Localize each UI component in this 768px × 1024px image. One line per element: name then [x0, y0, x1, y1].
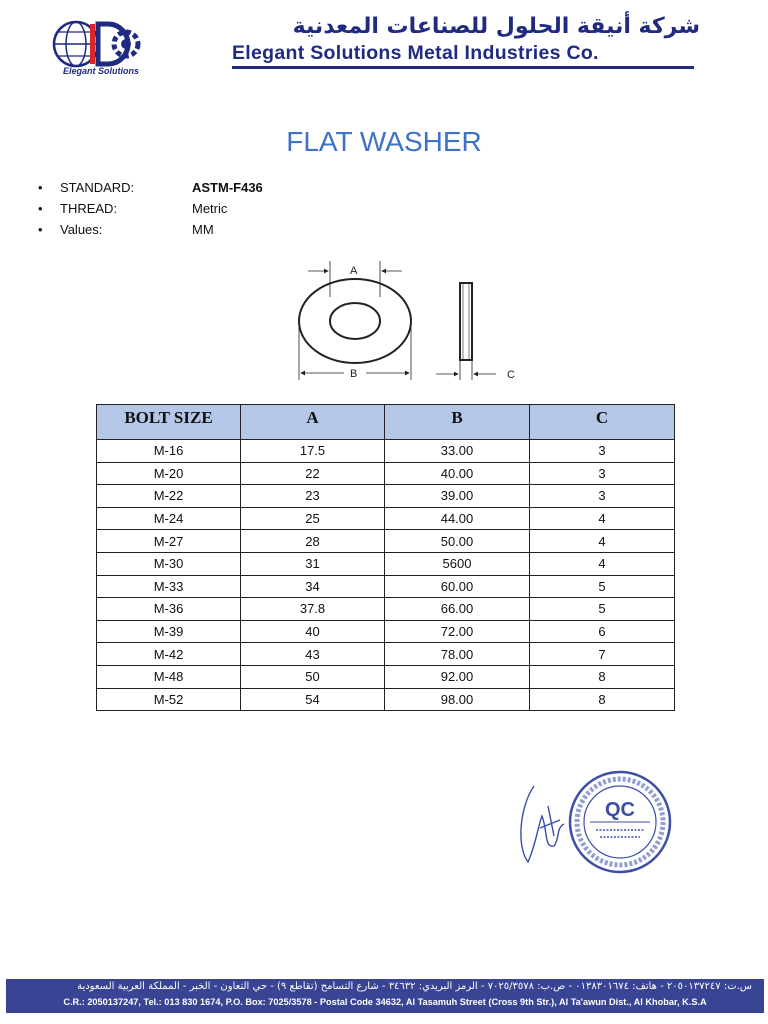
table-cell: 37.8 [241, 598, 385, 621]
table-cell: 4 [530, 552, 675, 575]
bullet-icon: • [38, 201, 43, 216]
company-name-english: Elegant Solutions Metal Industries Co. [232, 42, 599, 64]
table-cell: M-20 [97, 462, 241, 485]
page-title: FLAT WASHER [286, 126, 482, 157]
table-row [97, 462, 675, 485]
footer-address-arabic: س.ت: ٢٠٥٠١٣٧٢٤٧ - هاتف: ٠١٣٨٣٠١٦٧٤ - ص.ب: ٧٠٢٥/٣٥٧٨ - الرمز البريدي: ٣٤٦٣٢ - شارع التسامح (تقاطع ٩) - حي التعاون - الخبر - المملكة العربية السعودية [77, 981, 752, 992]
table-cell: M-33 [97, 575, 241, 598]
table-cell: 34 [241, 575, 385, 598]
washer-diagram [280, 255, 540, 385]
dimension-label-b: B [350, 368, 358, 380]
spec-item-thread [38, 201, 438, 222]
column-header-c: C [530, 405, 675, 440]
washer-dimensions-table [96, 404, 675, 711]
company-name-arabic: شركة أنيقة الحلول للصناعات المعدنية [292, 14, 700, 39]
table-row [97, 507, 675, 530]
table-cell: M-22 [97, 485, 241, 508]
table-row [97, 688, 675, 711]
table-row [97, 665, 675, 688]
table-cell: 5600 [385, 552, 530, 575]
table-cell: 25 [241, 507, 385, 530]
qc-stamp [514, 766, 674, 878]
column-header-b: B [385, 405, 530, 440]
table-row [97, 643, 675, 666]
spec-value: MM [192, 222, 214, 237]
table-cell: M-30 [97, 552, 241, 575]
table-cell: 92.00 [385, 665, 530, 688]
table-cell: M-39 [97, 620, 241, 643]
table-header-row [97, 405, 675, 440]
table-cell: 50 [241, 665, 385, 688]
table-cell: 22 [241, 462, 385, 485]
table-cell: 3 [530, 485, 675, 508]
signature [521, 786, 564, 862]
table-row [97, 552, 675, 575]
table-cell: M-27 [97, 530, 241, 553]
table-cell: 3 [530, 440, 675, 463]
spec-item-standard [38, 180, 438, 201]
table-cell: 28 [241, 530, 385, 553]
table-cell: 43 [241, 643, 385, 666]
table-cell: 8 [530, 688, 675, 711]
dimension-label-a: A [350, 265, 358, 277]
table-cell: 31 [241, 552, 385, 575]
table-cell: 4 [530, 507, 675, 530]
table-cell: 6 [530, 620, 675, 643]
logo-caption: Elegant Solutions [62, 66, 139, 76]
spec-label: THREAD: [60, 201, 118, 216]
letterhead-footer [6, 979, 764, 1013]
table-cell: 60.00 [385, 575, 530, 598]
column-header-bolt-size: BOLT SIZE [97, 405, 241, 440]
table-cell: 66.00 [385, 598, 530, 621]
table-cell: 8 [530, 665, 675, 688]
table-cell: M-52 [97, 688, 241, 711]
table-cell: 5 [530, 575, 675, 598]
table-cell: 5 [530, 598, 675, 621]
table-cell: 50.00 [385, 530, 530, 553]
table-row [97, 598, 675, 621]
washer-hole [330, 303, 380, 339]
washer-outer-edge [299, 279, 411, 363]
table-cell: M-24 [97, 507, 241, 530]
table-cell: 33.00 [385, 440, 530, 463]
table-cell: M-48 [97, 665, 241, 688]
column-header-a: A [241, 405, 385, 440]
table-cell: 72.00 [385, 620, 530, 643]
table-cell: 78.00 [385, 643, 530, 666]
table-row [97, 530, 675, 553]
spec-item-values [38, 222, 438, 243]
spec-list [38, 180, 438, 243]
spec-value: Metric [192, 201, 228, 216]
table-cell: 3 [530, 462, 675, 485]
washer-side-view [460, 283, 472, 360]
table-row [97, 440, 675, 463]
table-cell: 7 [530, 643, 675, 666]
dimension-label-c: C [507, 369, 515, 381]
footer-address-english: C.R.: 2050137247, Tel.: 013 830 1674, P.O. Box: 7025/3578 - Postal Code 34632, Al Tasamuh Street (Cross 9th Str.), Al Ta'awun Dist., Al Khobar, K.S.A [63, 997, 707, 1007]
table-cell: 40 [241, 620, 385, 643]
bullet-icon: • [38, 180, 43, 195]
table-cell: M-42 [97, 643, 241, 666]
table-cell: 23 [241, 485, 385, 508]
table-cell: 98.00 [385, 688, 530, 711]
table-cell: 40.00 [385, 462, 530, 485]
spec-label: STANDARD: [60, 180, 135, 195]
table-row [97, 575, 675, 598]
spec-label: Values: [60, 222, 103, 237]
table-cell: M-16 [97, 440, 241, 463]
table-cell: 44.00 [385, 507, 530, 530]
table-cell: 17.5 [241, 440, 385, 463]
letterhead [0, 0, 768, 80]
table-cell: 39.00 [385, 485, 530, 508]
table-cell: 4 [530, 530, 675, 553]
table-row [97, 620, 675, 643]
table-cell: M-36 [97, 598, 241, 621]
qc-seal-label: QC [605, 799, 635, 821]
bullet-icon: • [38, 222, 43, 237]
table-cell: 54 [241, 688, 385, 711]
header-divider [232, 66, 694, 69]
table-row [97, 485, 675, 508]
spec-value: ASTM-F436 [192, 180, 263, 195]
